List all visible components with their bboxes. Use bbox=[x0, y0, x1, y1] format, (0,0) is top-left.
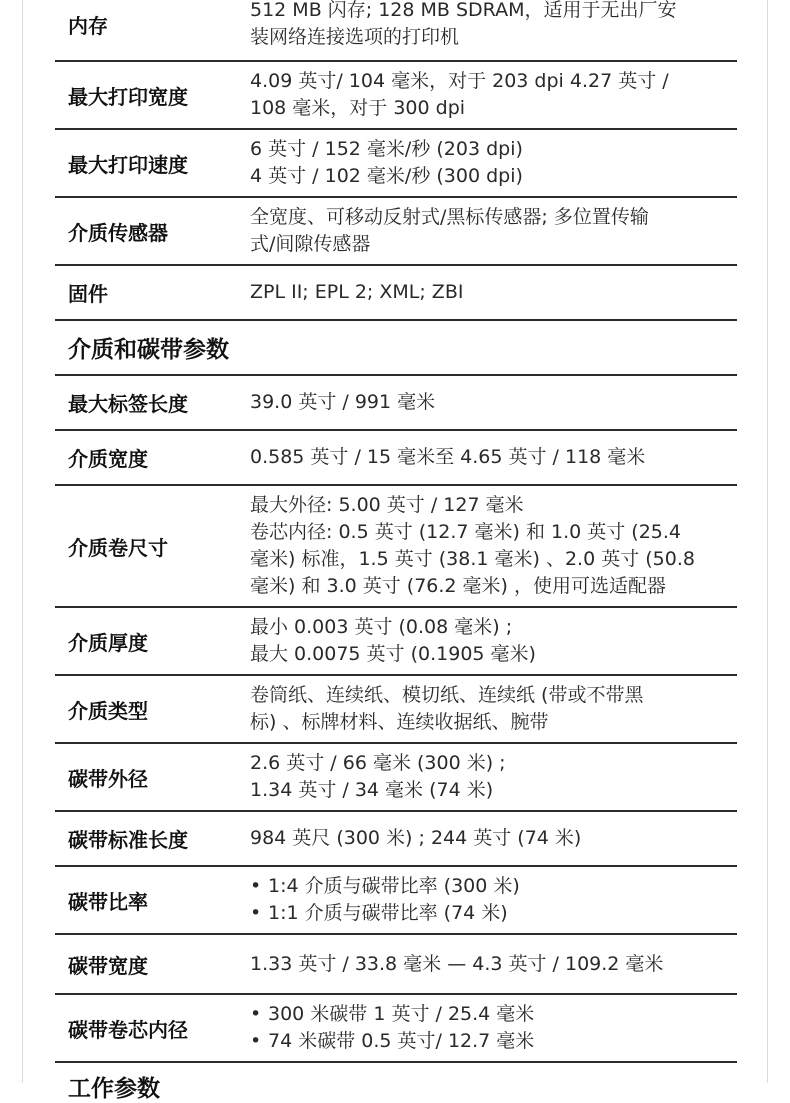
spec-label: 最大打印宽度 bbox=[68, 84, 188, 109]
page-border-left bbox=[22, 0, 23, 1083]
spec-value-line: 毫米) 和 3.0 英寸 (76.2 毫米) ，使用可选适配器 bbox=[250, 575, 666, 597]
spec-value-line: 卷芯内径: 0.5 英寸 (12.7 毫米) 和 1.0 英寸 (25.4 bbox=[250, 521, 681, 543]
bullet-item bbox=[250, 900, 729, 927]
spec-label: 介质传感器 bbox=[68, 220, 168, 245]
spec-value-line: 全宽度、可移动反射式/黑标传感器; 多位置传输 bbox=[250, 206, 649, 228]
spec-value bbox=[250, 492, 737, 600]
spec-value-line: 标) 、标牌材料、连续收据纸、腕带 bbox=[250, 711, 549, 733]
spec-value-line: 512 MB 闪存; 128 MB SDRAM，适用于无出厂安 bbox=[250, 0, 677, 21]
spec-value bbox=[250, 614, 737, 668]
bullet-item bbox=[250, 1001, 729, 1028]
spec-label: 碳带宽度 bbox=[68, 953, 148, 978]
spec-value-line: 式/间隙传感器 bbox=[250, 233, 371, 255]
spec-value bbox=[250, 951, 737, 978]
section-title-operating: 工作参数 bbox=[68, 1076, 160, 1102]
spec-value-line: 108 毫米，对于 300 dpi bbox=[250, 97, 466, 119]
spec-row-media-roll-size bbox=[55, 486, 737, 608]
spec-value bbox=[250, 444, 737, 471]
section-header-media-ribbon bbox=[55, 321, 737, 376]
spec-row-ribbon-standard-length bbox=[55, 812, 737, 867]
bullet-text: 1:4 介质与碳带比率 (300 米) bbox=[268, 875, 520, 897]
spec-value-line: 最大外径: 5.00 英寸 / 127 毫米 bbox=[250, 494, 524, 516]
spec-value bbox=[250, 873, 737, 927]
spec-value bbox=[250, 68, 737, 122]
bullet-text: 1:1 介质与碳带比率 (74 米) bbox=[268, 902, 508, 924]
spec-row-max-print-width bbox=[55, 62, 737, 130]
spec-value bbox=[250, 136, 737, 190]
spec-label: 碳带比率 bbox=[68, 889, 148, 914]
spec-row-ribbon-ratio bbox=[55, 867, 737, 935]
spec-value-line: 39.0 英寸 / 991 毫米 bbox=[250, 391, 436, 413]
bullet-item bbox=[250, 873, 729, 900]
spec-label: 最大标签长度 bbox=[68, 392, 188, 416]
bullet-item bbox=[250, 1028, 729, 1055]
spec-label: 介质厚度 bbox=[68, 630, 148, 655]
spec-value bbox=[250, 204, 737, 258]
spec-label: 碳带卷芯内径 bbox=[68, 1017, 188, 1042]
spec-row-ribbon-width bbox=[55, 935, 737, 995]
spec-value-line: 毫米) 标准，1.5 英寸 (38.1 毫米) 、2.0 英寸 (50.8 bbox=[250, 548, 695, 570]
spec-value-line: 1.34 英寸 / 34 毫米 (74 米) bbox=[250, 779, 494, 801]
spec-row-max-label-length bbox=[55, 376, 737, 431]
spec-table bbox=[55, 0, 737, 1063]
spec-row-media-thickness bbox=[55, 608, 737, 676]
spec-row-media-type bbox=[55, 676, 737, 744]
spec-value-line: 2.6 英寸 / 66 毫米 (300 米) ; bbox=[250, 752, 506, 774]
spec-row-ribbon-core-id bbox=[55, 995, 737, 1063]
spec-row-media-sensor bbox=[55, 198, 737, 266]
bullet-text: 300 米碳带 1 英寸 / 25.4 毫米 bbox=[268, 1003, 535, 1025]
spec-value-line: ZPL II; EPL 2; XML; ZBI bbox=[250, 281, 464, 303]
spec-value-line: 6 英寸 / 152 毫米/秒 (203 dpi) bbox=[250, 138, 523, 160]
spec-row-memory bbox=[55, 0, 737, 62]
spec-value bbox=[250, 682, 737, 736]
spec-label: 碳带外径 bbox=[68, 766, 148, 791]
spec-row-media-width bbox=[55, 431, 737, 486]
spec-label: 内存 bbox=[68, 13, 108, 38]
bullet-text: 74 米碳带 0.5 英寸/ 12.7 毫米 bbox=[268, 1030, 535, 1052]
spec-label: 介质卷尺寸 bbox=[68, 535, 168, 560]
spec-value bbox=[250, 750, 737, 804]
spec-row-ribbon-outer-diameter bbox=[55, 744, 737, 812]
page-border-right bbox=[767, 0, 768, 1083]
spec-value-line: 最小 0.003 英寸 (0.08 毫米) ; bbox=[250, 616, 513, 638]
spec-label: 最大打印速度 bbox=[68, 152, 188, 177]
spec-value-line: 装网络连接选项的打印机 bbox=[250, 26, 460, 48]
spec-value bbox=[250, 279, 737, 306]
spec-label: 介质宽度 bbox=[68, 447, 148, 471]
spec-label: 固件 bbox=[68, 282, 108, 306]
spec-value-line: 984 英尺 (300 米) ; 244 英寸 (74 米) bbox=[250, 827, 582, 849]
section-title: 介质和碳带参数 bbox=[68, 337, 229, 363]
spec-label: 介质类型 bbox=[68, 698, 148, 723]
spec-value-line: 1.33 英寸 / 33.8 毫米 — 4.3 英寸 / 109.2 毫米 bbox=[250, 952, 664, 975]
spec-value-line: 最大 0.0075 英寸 (0.1905 毫米) bbox=[250, 643, 536, 665]
spec-value-line: 卷筒纸、连续纸、模切纸、连续纸 (带或不带黑 bbox=[250, 684, 644, 706]
spec-value-line: 0.585 英寸 / 15 毫米至 4.65 英寸 / 118 毫米 bbox=[250, 446, 646, 468]
spec-value bbox=[250, 389, 737, 416]
spec-value-line: 4 英寸 / 102 毫米/秒 (300 dpi) bbox=[250, 165, 523, 187]
spec-value-line: 4.09 英寸/ 104 毫米，对于 203 dpi 4.27 英寸 / bbox=[250, 70, 669, 92]
spec-label: 碳带标准长度 bbox=[68, 828, 188, 852]
spec-row-firmware bbox=[55, 266, 737, 321]
spec-value bbox=[250, 1001, 737, 1055]
spec-value bbox=[250, 825, 737, 852]
spec-value bbox=[250, 0, 737, 51]
spec-row-max-print-speed bbox=[55, 130, 737, 198]
